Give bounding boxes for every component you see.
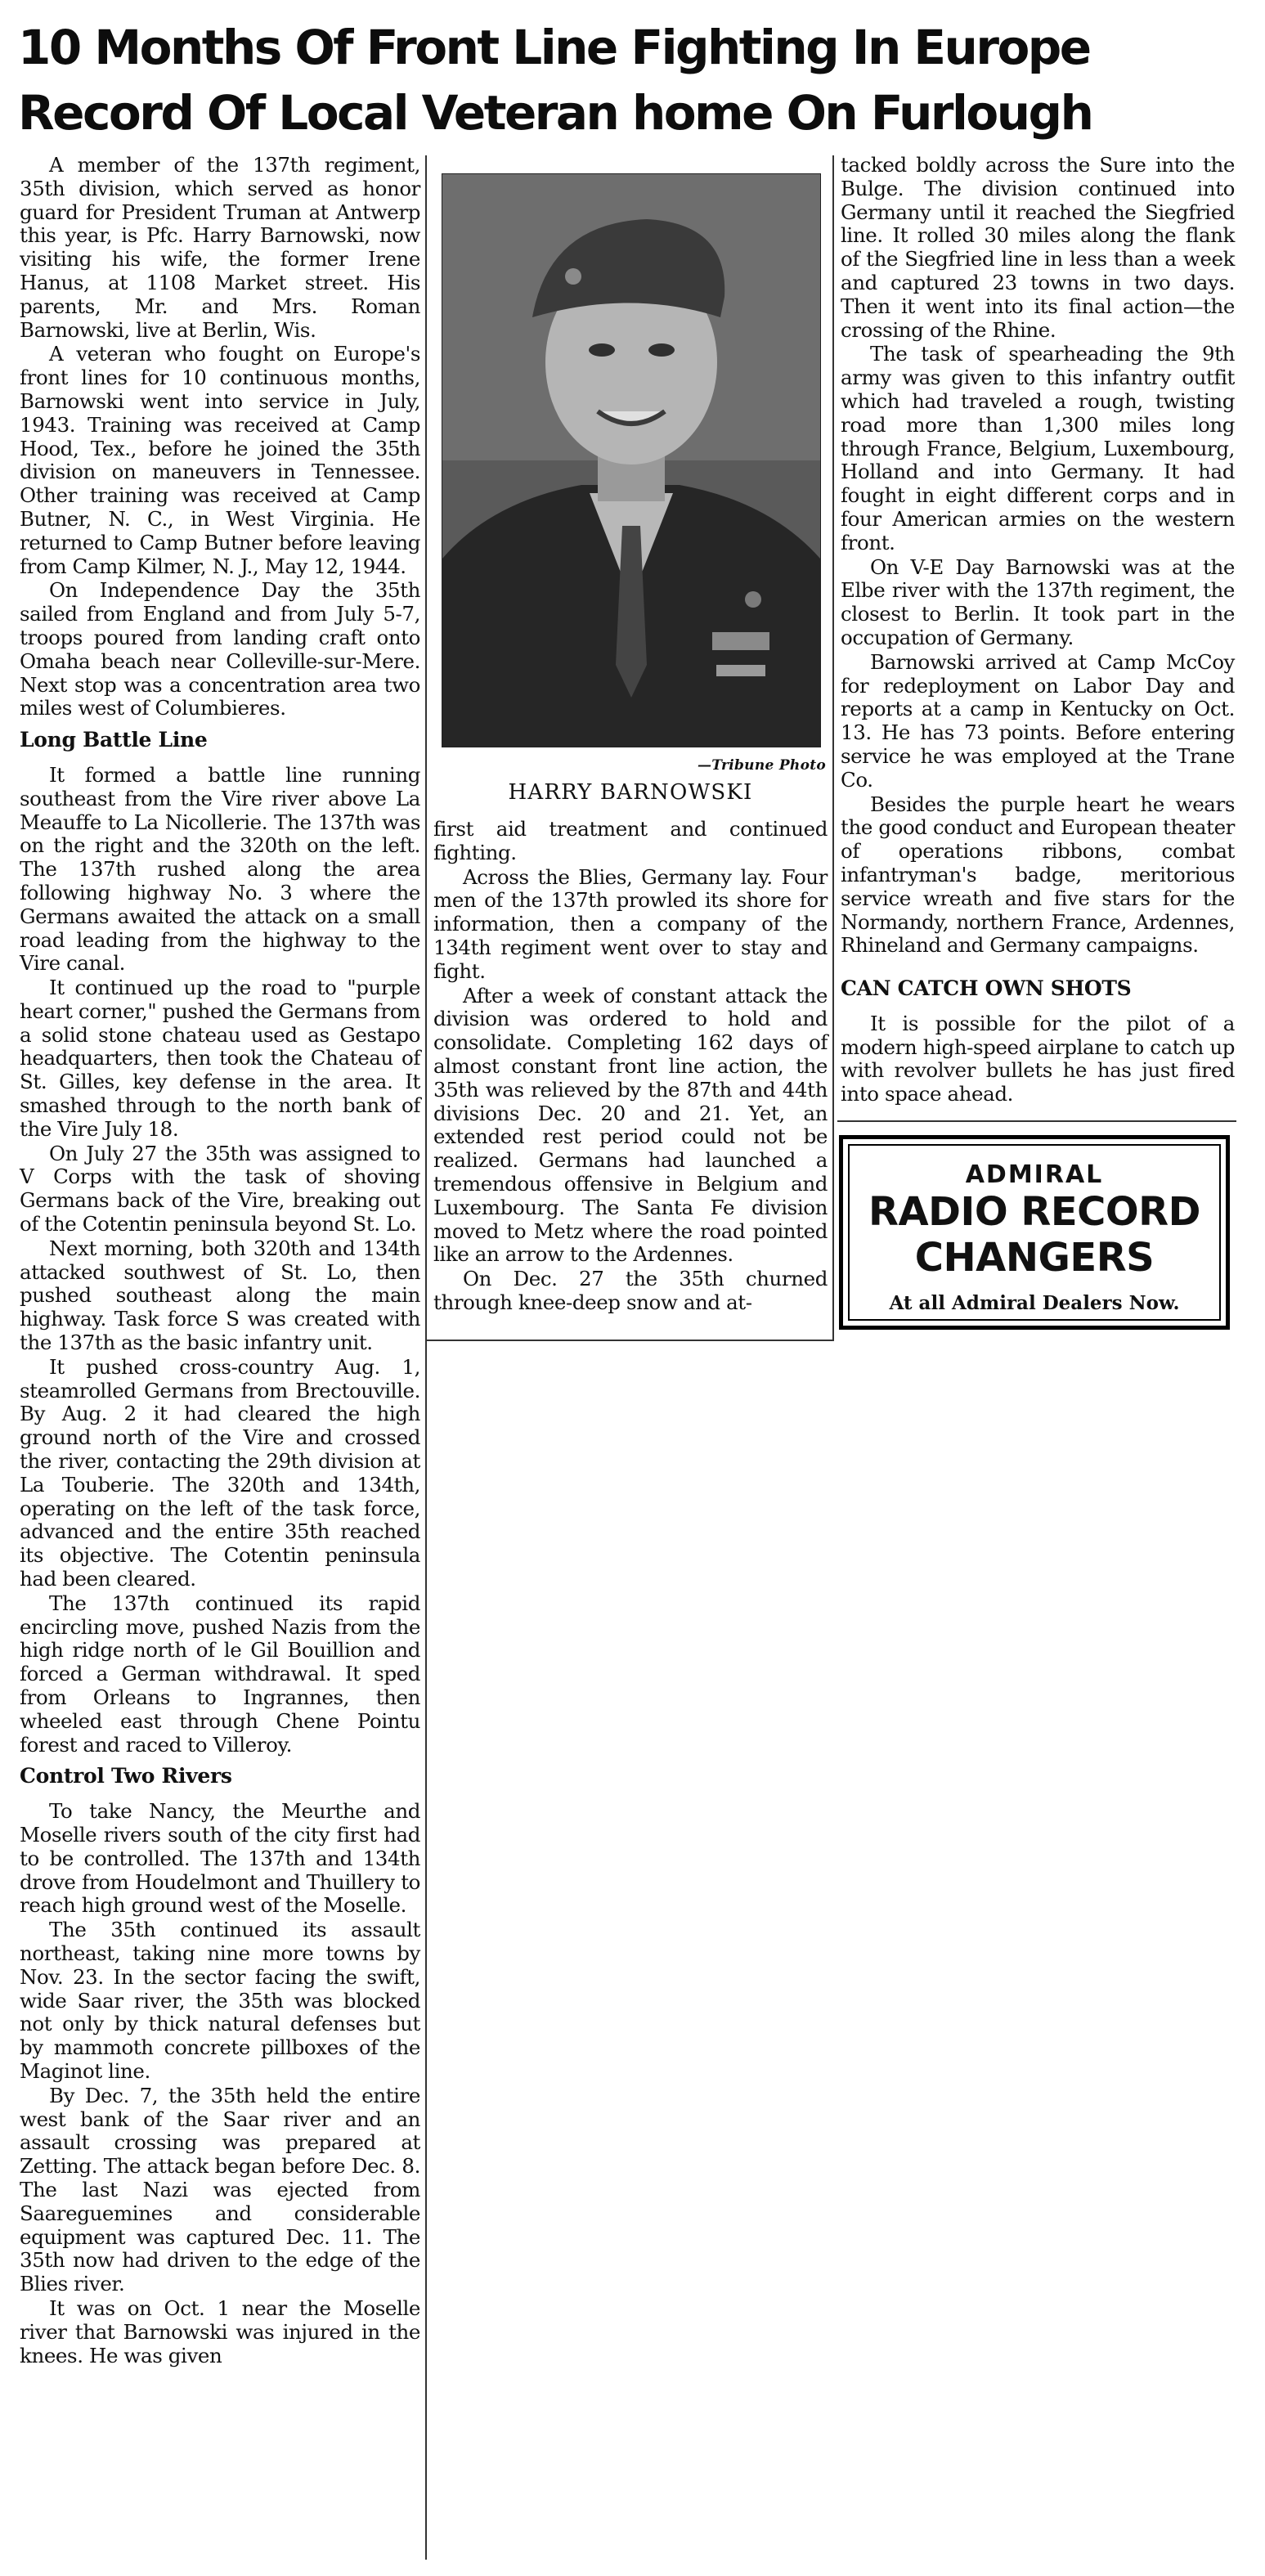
admiral-advertisement [839,1135,1230,1330]
paragraph: On Dec. 27 the 35th churned through knee-deep snow and at- [433,1267,828,1314]
paragraph: On July 27 the 35th was assigned to V Corps with the task of shoving Germans back of the Vire, breaking out of the Cotentin peninsula beyond St. Lo. [20,1141,420,1236]
portrait-photo [442,173,821,747]
paragraph: It was on Oct. 1 near the Moselle river that Barnowski was injured in the knees. He was given [20,2296,420,2367]
headline-line-2: Record Of Local Veteran home On Furlough [18,85,1092,141]
column-rule-left [425,155,427,2560]
subheading-long-battle-line: Long Battle Line [20,728,208,752]
headline-line-1: 10 Months Of Front Line Fighting In Europe [18,20,1090,75]
paragraph: It pushed cross-country Aug. 1, steamrolled Germans from Brectouville. By Aug. 2 it had cleared the high ground north of the Vire and crossed the river, contacting the 29th division at La Touberie. The 320th and 134th, operating on the left of the task force, advanced and the entire 35th reached its objective. The Cotentin peninsula had been cleared. [20,1354,420,1591]
photo-caption: HARRY BARNOWSKI [508,780,753,805]
soldier-portrait-image [442,174,820,747]
paragraph: It formed a battle line running southeast from the Vire river above La Meauffe to La Nicollerie. The 137th was on the right and the 320th on the left. The 137th rushed along the area following highway No. 3 where the Germans awaited the attack on a small road leading from the highway to the Vire canal. [20,762,420,976]
paragraph: The 137th continued its rapid encircling move, pushed Nazis from the high ridge north of le Gil Bouillion and forced a German withdrawal. It sped from Orleans to Ingrannes, then wheeled east through Chene Pointu forest and raced to Villeroy. [20,1591,420,1757]
paragraph: A veteran who fought on Europe's front lines for 10 continuous months, Barnowski went into service in July, 1943. Training was received at Camp Hood, Tex., before he joined the 35th division on maneuvers in Tennessee. Other training was received at Camp Butner, N. C., in West Virginia. He returned to Camp Butner before leaving from Camp Kilmer, N. J., May 12, 1944. [20,342,420,578]
paragraph: tacked boldly across the Sure into the Bulge. The division continued into Germany until it reached the Siegfried line. It rolled 30 miles along the flank of the Siegfried line in less than a week and captured 23 towns in two days. Then it went into its final action—the crossing of the Rhine. [841,153,1235,342]
paragraph: On V-E Day Barnowski was at the Elbe river with the 137th regiment, the closest to Berlin. It took part in the occupation of Germany. [841,554,1235,649]
paragraph: To take Nancy, the Meurthe and Moselle rivers south of the city first had to be controlled. The 137th and 134th drove from Houdelmont and Thuillery to reach high ground west of the Moselle. [20,1799,420,1918]
paragraph: Across the Blies, Germany lay. Four men of the 137th prowled its shore for information, then a company of the 134th regiment went over to stay and fight. [433,864,828,983]
headline [18,15,1245,146]
ad-headline-line-2: CHANGERS [914,1235,1155,1281]
article-column-2 [433,818,828,1316]
paragraph: Next morning, both 320th and 134th attacked southwest of St. Lo, then pushed southeast along the main highway. Task force S was created with the 137th as the basic infantry unit. [20,1236,420,1355]
paragraph: It continued up the road to "purple heart corner," pushed the Germans from a solid stone chateau used as Gestapo headquarters, then took the Chateau of St. Gilles, key defense in the area. It smashed through to the north bank of the Vire July 18. [20,976,420,1141]
paragraph: Barnowski arrived at Camp McCoy for redeployment on Labor Day and reports at a camp in Kentucky on Oct. 13. He has 73 points. Before entering service he was employed at the Trane Co. [841,649,1235,792]
photo-credit: —Tribune Photo [697,757,826,774]
subheading-control-two-rivers: Control Two Rivers [20,1764,232,1788]
paragraph: On Independence Day the 35th sailed from England and from July 5-7, troops poured from landing craft onto Omaha beach near Colleville-sur-Mere. Next stop was a concentration area two miles west of Columbieres. [20,578,420,720]
paragraph: Besides the purple heart he wears the good conduct and European theater of operations ribbons, combat infantryman's badge, meritorious service wreath and five stars for the Normandy, northern France, Ardennes, Rhineland and Germany campaigns. [841,792,1235,958]
column-rule-right [832,155,834,1341]
paragraph: By Dec. 7, the 35th held the entire west bank of the Saar river and an assault crossing was prepared at Zetting. The attack began before Dec. 8. The last Nazi was ejected from Saareguemines and considerable equipment was captured Dec. 11. The 35th now had driven to the edge of the Blies river. [20,2083,420,2296]
article-column-3 [841,154,1235,1107]
paragraph: The 35th continued its assault northeast, taking nine more towns by Nov. 23. In the sector facing the swift, wide Saar river, the 35th was blocked not only by thick natural defenses but by mammoth concrete pillboxes of the Maginot line. [20,1918,420,2083]
paragraph: After a week of constant attack the division was ordered to hold and consolidate. Completing 162 days of almost constant front line action, the 35th was relieved by the 87th and 44th divisions Dec. 20 and 21. Yet, an extended rest period could not be realized. Germans had launched a tremendous offensive in Belgium and Luxembourg. The Santa Fe division moved to Metz where the road pointed like an arrow to the Ardennes. [433,983,828,1267]
sidebar-text: It is possible for the pilot of a modern high-speed airplane to catch up with revolver bullets he has just fired into space ahead. [841,1011,1235,1106]
ad-headline-line-1: RADIO RECORD [868,1189,1200,1235]
article-column-1 [20,154,420,2368]
ad-footer: At all Admiral Dealers Now. [889,1292,1180,1314]
sidebar-rule [837,1120,1236,1122]
ad-inner-border [848,1144,1221,1321]
paragraph: first aid treatment and continued fighting. [433,817,828,864]
paragraph: The task of spearheading the 9th army was given to this infantry outfit which had traveled a rough, twisting road more than 1,300 miles long through France, Belgium, Luxembourg, Holland and into Germany. It had fought in eight different corps and in four American armies on the western front. [841,342,1235,554]
sidebar-heading: CAN CATCH OWN SHOTS [841,976,1132,1001]
column-bottom-rule [427,1340,832,1341]
ad-brand: ADMIRAL [965,1160,1104,1189]
paragraph: A member of the 137th regiment, 35th division, which served as honor guard for President Truman at Antwerp this year, is Pfc. Harry Barnowski, now visiting his wife, the former Irene Hanus, at 1108 Market street. His parents, Mr. and Mrs. Roman Barnowski, live at Berlin, Wis. [20,153,420,342]
